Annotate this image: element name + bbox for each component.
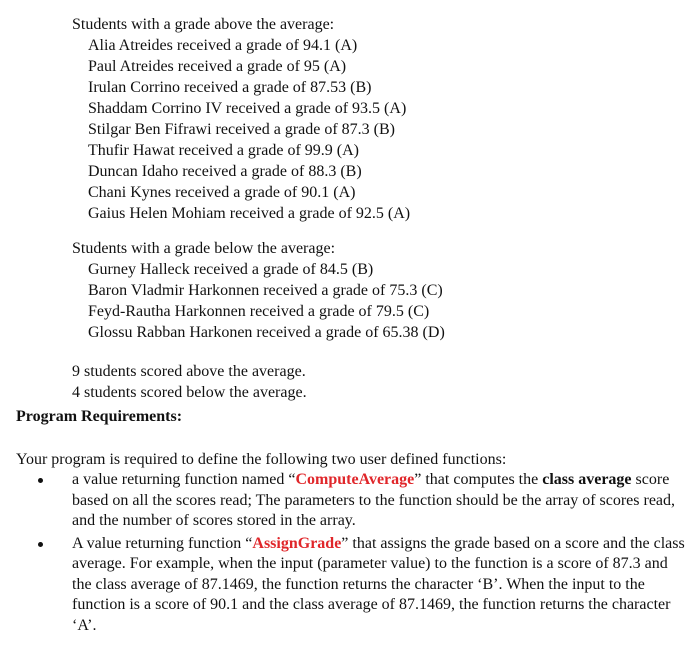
function-name-compute-average: ComputeAverage bbox=[295, 471, 415, 488]
student-line: Paul Atreides received a grade of 95 (A) bbox=[88, 58, 347, 75]
requirements-list bbox=[16, 470, 686, 638]
spacer bbox=[72, 343, 672, 361]
function-name-assign-grade: AssignGrade bbox=[252, 534, 342, 552]
requirement-assign-grade bbox=[16, 534, 686, 637]
bullet-icon bbox=[38, 542, 43, 547]
student-line: Chani Kynes received a grade of 90.1 (A) bbox=[88, 184, 356, 201]
requirements-intro: Your program is required to define the following two user defined functions: bbox=[16, 451, 507, 468]
class-average-term: class average bbox=[542, 471, 632, 488]
student-line: Gaius Helen Mohiam received a grade of 92.5 (A) bbox=[88, 205, 411, 222]
student-line: Alia Atreides received a grade of 94.1 (A) bbox=[88, 37, 358, 54]
student-line: Baron Vladmir Harkonnen received a grade of 75.3 (C) bbox=[88, 282, 443, 299]
req-text: A value returning function “ bbox=[72, 534, 253, 552]
student-line: Gurney Halleck received a grade of 84.5 (B) bbox=[88, 261, 374, 278]
below-count-summary: 4 students scored below the average. bbox=[72, 384, 307, 401]
requirements-heading: Program Requirements: bbox=[16, 408, 183, 425]
student-line: Duncan Idaho received a grade of 88.3 (B) bbox=[88, 163, 362, 180]
student-line: Stilgar Ben Fifrawi received a grade of 87.3 (B) bbox=[88, 121, 396, 138]
requirement-compute-average bbox=[16, 470, 686, 532]
below-average-title: Students with a grade below the average: bbox=[72, 240, 336, 257]
program-requirements bbox=[16, 406, 686, 634]
student-line: Feyd-Rautha Harkonnen received a grade of 79.5 (C) bbox=[88, 303, 430, 320]
req-text: score based on all the scores read; The parameters to the function should be the array of scores read, and the number of scores stored in the array. bbox=[72, 471, 676, 529]
spacer bbox=[72, 224, 672, 238]
sample-output bbox=[72, 14, 672, 403]
student-line: Shaddam Corrino IV received a grade of 93.5 (A) bbox=[88, 100, 407, 117]
above-average-title: Students with a grade above the average: bbox=[72, 16, 335, 33]
student-line: Irulan Corrino received a grade of 87.53 (B) bbox=[88, 79, 372, 96]
req-text: ” that assigns the grade based on a score and the class average. For example, when the input (parameter value) to the function is a score of 87.3 and the class average of 87.1469, the function returns the character ‘B’. When the input to the function is a score of 90.1 and the class average of 87.1469, the function returns the character ‘A’. bbox=[72, 534, 685, 634]
above-count-summary: 9 students scored above the average. bbox=[72, 363, 306, 380]
student-line: Glossu Rabban Harkonen received a grade of 65.38 (D) bbox=[88, 324, 445, 341]
req-text: a value returning function named “ bbox=[72, 471, 296, 488]
bullet-icon bbox=[38, 478, 43, 483]
req-text: ” that computes the bbox=[414, 471, 543, 488]
student-line: Thufir Hawat received a grade of 99.9 (A) bbox=[88, 142, 359, 159]
